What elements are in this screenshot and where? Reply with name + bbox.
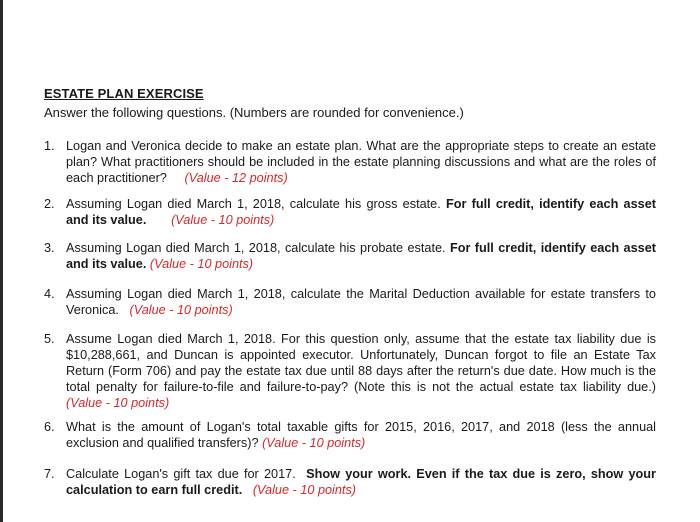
question-number: 3. [44,241,55,255]
question-body [66,240,656,272]
question-number: 2. [44,197,55,211]
question-text: Assume Logan died March 1, 2018. For this question only, assume that the estate tax liability due is $10,288,661, and Duncan is appointed executor. Unfortunately, Duncan forgot to file an Estate Tax Return (Form 706) and pay the estate tax due until 88 days after the return's due date. How much is the total penalty for failure-to-file and failure-to-pay? (Note this is not the actual estate tax liability due.) [66,332,656,394]
question-bold-instruction: Show your work. Even if the tax due is zero, show your calculation to earn full credit. [66,467,656,497]
question-1 [44,138,656,186]
question-text: Assuming Logan died March 1, 2018, calculate his gross estate. [66,197,441,211]
question-body [66,138,656,186]
intro-text: Answer the following questions. (Numbers are rounded for convenience.) [44,105,464,120]
question-3 [44,240,656,272]
question-text: Assuming Logan died March 1, 2018, calculate the Marital Deduction available for estate transfers to Veronica. [66,287,656,317]
question-text: Logan and Veronica decide to make an estate plan. What are the appropriate steps to create an estate plan? What practitioners should be included in the estate planning discussions and what are the roles of each practitioner? [66,139,656,185]
question-value: (Value - 12 points) [184,171,288,185]
question-text: Calculate Logan's gift tax due for 2017. [66,467,296,481]
page-left-border [0,0,3,522]
question-text: Assuming Logan died March 1, 2018, calculate his probate estate. [66,241,446,255]
question-value: (Value - 10 points) [171,213,275,227]
question-body [66,286,656,318]
question-number: 1. [44,139,55,153]
question-body [66,466,656,498]
question-2 [44,196,656,228]
question-body [66,196,656,228]
question-6 [44,419,656,451]
question-value: (Value - 10 points) [66,396,170,410]
question-text: What is the amount of Logan's total taxable gifts for 2015, 2016, 2017, and 2018 (less the annual exclusion and qualified transfers)? [66,420,656,450]
question-body [66,419,656,451]
question-number: 7. [44,467,55,481]
question-bold-instruction: For full credit, identify each asset and its value. [66,197,656,227]
question-5 [44,331,656,411]
question-body [66,331,656,411]
question-bold-instruction: For full credit, identify each asset and its value. [66,241,656,271]
question-number: 5. [44,332,55,346]
question-number: 6. [44,420,55,434]
question-value: (Value - 10 points) [129,303,233,317]
question-7 [44,466,656,498]
question-number: 4. [44,287,55,301]
question-value: (Value - 10 points) [262,436,366,450]
document-title: ESTATE PLAN EXERCISE [44,86,204,101]
question-4 [44,286,656,318]
question-value: (Value - 10 points) [149,257,254,271]
question-value: (Value - 10 points) [252,483,357,497]
